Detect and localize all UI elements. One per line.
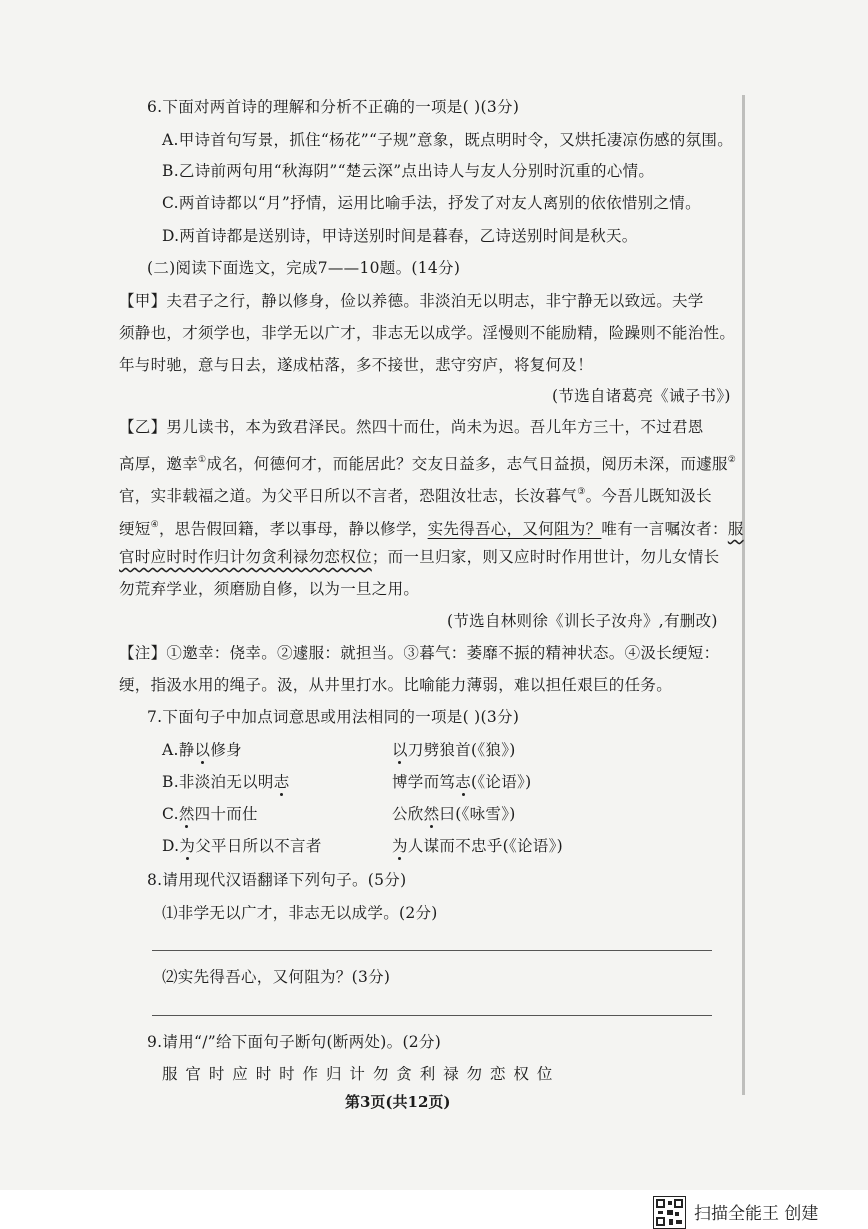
scanner-watermark-bar (0, 1190, 868, 1227)
q9-sentence: 服 官 时 应 时 时 作 归 计 勿 贪 利 禄 勿 恋 权 位 (162, 1065, 554, 1083)
passage-yi-line1: 【乙】男儿读书，本为致君泽民。然四十而仕，尚未为迟。吾儿年方三十，不过君恩 (119, 418, 704, 436)
q7-option-b-right: 博学而笃志(《论语》) (392, 773, 532, 791)
q7-option-a-left: A.静以修身 (162, 741, 242, 759)
passage-jia-line3: 年与时驰，意与日去，遂成枯落，多不接世，悲守穷庐，将复何及！ (119, 356, 594, 374)
q8-answer-line-2[interactable] (152, 1015, 712, 1016)
notes-line1: 【注】①邀幸：侥幸。②遽服：就担当。③暮气：萎靡不振的精神状态。④汲长绠短： (119, 644, 720, 662)
passage-yi-line3: 官，实非载福之道。为父平日所以不言者，恐阻汝壮志，长汝暮气③。今吾儿既知汲长 (119, 487, 712, 505)
q6-option-d: D.两首诗都是送别诗，甲诗送别时间是暮春，乙诗送别时间是秋天。 (162, 227, 638, 245)
passage-yi-line2: 高厚，邀幸①成名，何德何才，而能居此？交友日益多，志气日益损，阅历未深，而遽服② (119, 455, 737, 473)
q8-stem: 8.请用现代汉语翻译下列句子。(5分) (147, 871, 407, 889)
passage-yi-line5: 官时应时时作归计勿贪利禄勿恋权位；而一旦归家，则又应时时作用世计，勿儿女情长 (119, 548, 720, 566)
q9-stem: 9.请用“/”给下面句子断句(断两处)。(2分) (147, 1033, 442, 1051)
q7-option-b-left: B.非淡泊无以明志 (162, 773, 290, 791)
passage-jia-line1: 【甲】夫君子之行，静以修身，俭以养德。非淡泊无以明志，非宁静无以致远。夫学 (119, 292, 704, 310)
q6-option-b: B.乙诗前两句用“秋海阴”“楚云深”点出诗人与友人分别时沉重的心情。 (162, 162, 655, 180)
underlined-sentence: 实先得吾心，又何阻为？ (427, 520, 602, 538)
passage-yi-source: (节选自林则徐《训长子汝舟》,有删改) (447, 612, 718, 630)
q6-stem: 6.下面对两首诗的理解和分析不正确的一项是( )(3分) (147, 98, 520, 116)
watermark-text: 扫描全能王 创建 (694, 1204, 819, 1224)
page-number: 第3页(共12页) (345, 1093, 451, 1111)
q7-option-d-right: 为人谋而不忠乎(《论语》) (392, 837, 564, 855)
passage-jia-source: (节选自诸葛亮《诫子书》) (552, 387, 731, 405)
section-2-heading: (二)阅读下面选文，完成7——10题。(14分) (147, 259, 461, 277)
q7-option-c-right: 公欣然曰(《咏雪》) (392, 805, 516, 823)
q8-sentence-1: ⑴非学无以广才，非志无以成学。(2分) (162, 904, 438, 922)
passage-yi-line4: 绠短④，思告假回籍，孝以事母，静以修学，实先得吾心，又何阻为？唯有一言嘱汝者：服 (119, 520, 744, 538)
notes-line2: 绠，指汲水用的绳子。汲，从井里打水。比喻能力薄弱，难以担任艰巨的任务。 (119, 676, 673, 694)
q6-option-a: A.甲诗首句写景，抓住“杨花”“子规”意象，既点明时令，又烘托凄凉伤感的氛围。 (162, 131, 734, 149)
q6-option-c: C.两首诗都以“月”抒情，运用比喻手法，抒发了对友人离别的依依惜别之情。 (162, 194, 701, 212)
passage-jia-line2: 须静也，才须学也，非学无以广才，非志无以成学。淫慢则不能励精，险躁则不能治性。 (119, 324, 736, 342)
wavy-underlined-sentence: 官时应时时作归计勿贪利禄勿恋权位 (119, 548, 372, 566)
q8-sentence-2: ⑵实先得吾心，又何阻为？(3分) (162, 968, 391, 986)
page-fold-shadow (742, 95, 745, 1095)
q8-answer-line-1[interactable] (152, 950, 712, 951)
q7-option-c-left: C.然四十而仕 (162, 805, 258, 823)
q7-stem: 7.下面句子中加点词意思或用法相同的一项是( )(3分) (147, 708, 520, 726)
q7-option-d-left: D.为父平日所以不言者 (162, 837, 322, 855)
q7-option-a-right: 以刀劈狼首(《狼》) (392, 741, 516, 759)
passage-yi-line6: 勿荒弃学业，须磨励自修，以为一旦之用。 (119, 580, 420, 598)
qr-code-icon (653, 1196, 686, 1229)
